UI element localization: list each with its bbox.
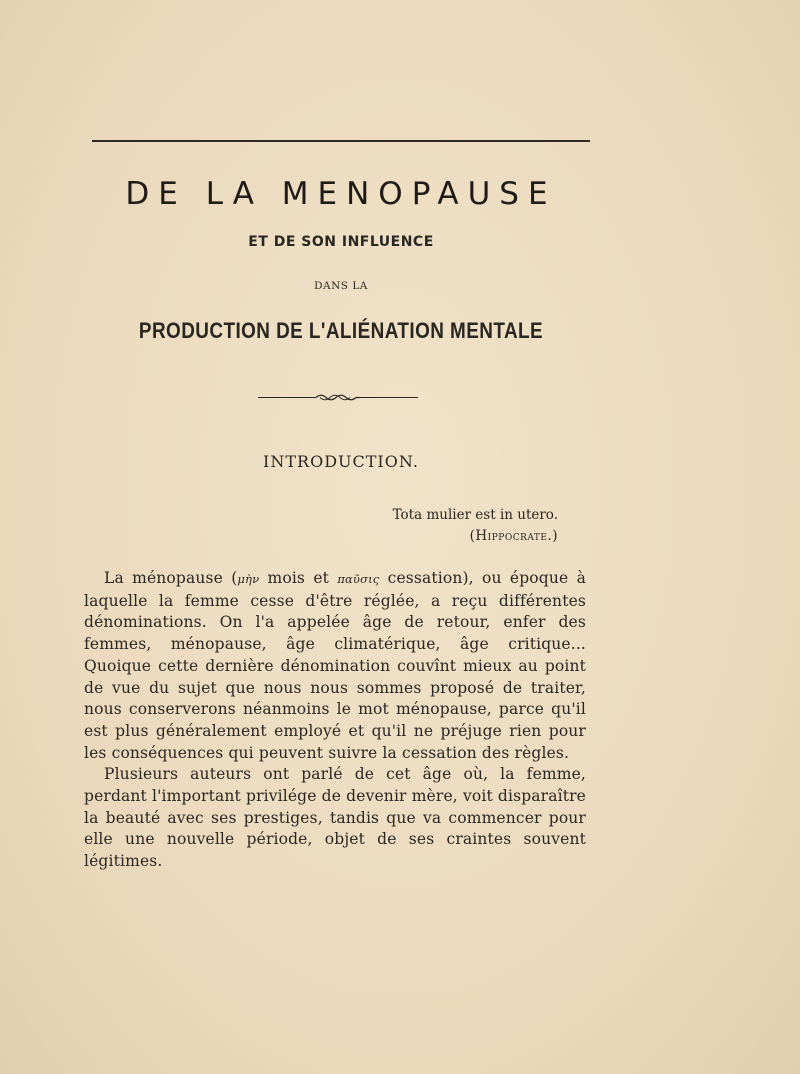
top-rule <box>92 140 590 142</box>
section-heading: INTRODUCTION. <box>263 452 419 471</box>
paragraph-1-mid: mois et <box>259 569 338 587</box>
body-text <box>84 568 586 873</box>
subtitle-influence: ET DE SON INFLUENCE <box>248 234 434 250</box>
epigraph-source: (Hippocrate.) <box>469 528 558 544</box>
paragraph-1-start: La ménopause ( <box>104 569 238 587</box>
greek-word-men: μὴν <box>237 572 260 586</box>
paragraph-1 <box>84 568 586 764</box>
paragraph-2: Plusieurs auteurs ont parlé de cet âge où, la femme, perdant l'important privilége de devenir mère, voit disparaître la beauté avec ses prestiges, tandis que va commencer pour elle une nouvelle période, objet de ses craintes souvent légitimes. <box>84 765 586 871</box>
epigraph-quote: Tota mulier est in utero. <box>392 507 558 523</box>
paragraph-1-rest: cessation), ou époque à laquelle la femme cesse d'être réglée, a reçu différentes dénominations. On l'a appelée âge de retour, enfer des femmes, ménopause, âge climatérique, âge critique... Quoique cette dernière dénomination couvînt mieux au point de vue du sujet que nous nous sommes proposé de traiter, nous conserverons néanmoins le mot ménopause, parce qu'il est plus généralement employé et qu'il ne préjuge rien pour les conséquences qui peuvent suivre la cessation des règles. <box>84 569 586 762</box>
subtitle-production: PRODUCTION DE L'ALIÉNATION MENTALE <box>138 318 544 343</box>
ornamental-divider <box>258 393 418 403</box>
subtitle-dans-la: DANS LA <box>314 280 368 292</box>
ornament-flourish-icon <box>316 393 360 402</box>
epigraph <box>380 505 558 547</box>
page-title: DE LA MENOPAUSE <box>125 176 557 212</box>
greek-word-pausis: παῦσις <box>337 572 380 586</box>
